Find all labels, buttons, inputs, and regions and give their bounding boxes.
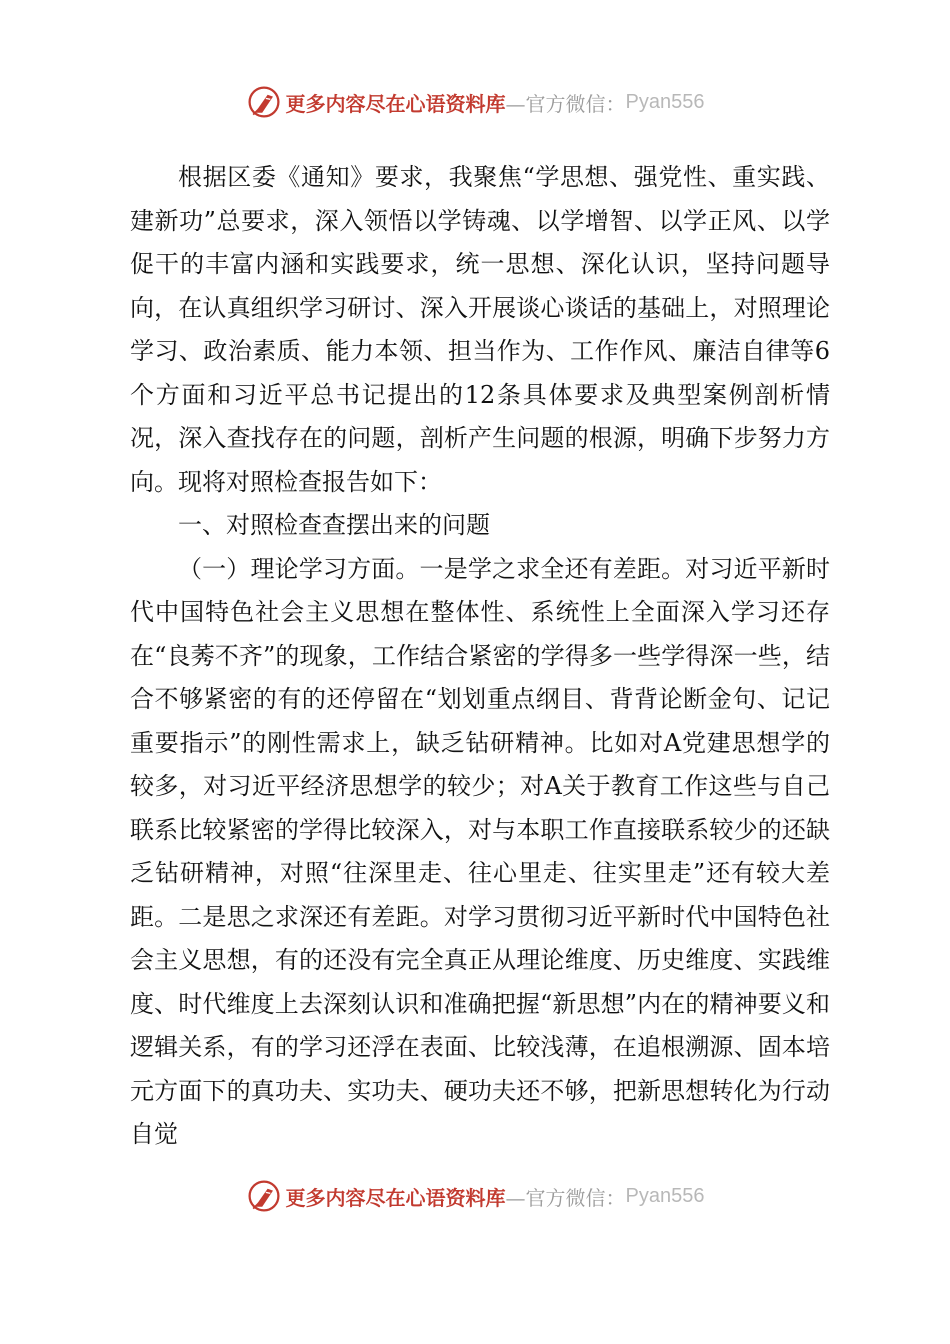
footer-watermark-banner (0, 1174, 950, 1218)
header-wechat-label: —官方微信： (505, 91, 626, 116)
fountain-pen-logo-icon (246, 84, 282, 120)
header-banner-text: 更多内容尽在心语资料库 (285, 91, 506, 116)
theory-study-paragraph: （一）理论学习方面。一是学之求全还有差距。对习近平新时代中国特色社会主义思想在整体性、系统性上全面深入学习还存在“良莠不齐”的现象，工作结合紧密的学得多一些学得深一些，结合不够紧密的有的还停留在“划划重点纲目、背背论断金句、记记重要指示”的刚性需求上，缺乏钻研精神。比如对A党建思想学的较多，对习近平经济思想学的较少；对A关于教育工作这些与自己联系比较紧密的学得比较深入，对与本职工作直接联系较少的还缺乏钻研精神，对照“往深里走、往心里走、往实里走”还有较大差距。二是思之求深还有差距。对学习贯彻习近平新时代中国特色社会主义思想，有的还没有完全真正从理论维度、历史维度、实践维度、时代维度上去深刻认识和准确把握“新思想”内在的精神要义和逻辑关系，有的学习还浮在表面、比较浅薄，在追根溯源、固本培元方面下的真功夫、实功夫、硬功夫还不够，把新思想转化为行动自觉 (130, 554, 830, 1148)
section-heading-1: 一、对照检查查摆出来的问题 (178, 511, 490, 539)
footer-wechat-id: Pyan556 (625, 1184, 705, 1207)
fountain-pen-logo-icon (246, 1178, 282, 1214)
header-wechat-id: Pyan556 (625, 90, 705, 113)
document-body (130, 156, 830, 1157)
header-watermark-banner (0, 80, 950, 124)
footer-banner-text: 更多内容尽在心语资料库 (285, 1185, 506, 1210)
intro-paragraph: 根据区委《通知》要求，我聚焦“学思想、强党性、重实践、建新功”总要求，深入领悟以学铸魂、以学增智、以学正风、以学促干的丰富内涵和实践要求，统一思想、深化认识，坚持问题导向，在认真组织学习研讨、深入开展谈心谈话的基础上，对照理论学习、政治素质、能力本领、担当作为、工作作风、廉洁自律等6个方面和习近平总书记提出的12条具体要求及典型案例剖析情况，深入查找存在的问题，剖析产生问题的根源，明确下步努力方向。现将对照检查报告如下： (130, 163, 830, 496)
footer-wechat-label: —官方微信： (505, 1185, 626, 1210)
